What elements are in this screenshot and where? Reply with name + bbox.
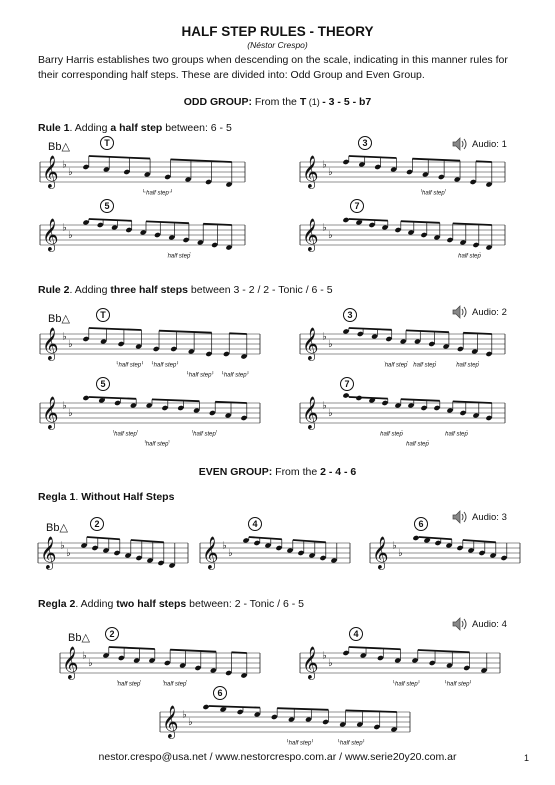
half-step-label: half step xyxy=(146,190,169,197)
half-step-label: half step xyxy=(117,681,141,688)
odd-group-degrees: - 3 - 5 - b7 xyxy=(322,96,372,108)
flat-icon: ♭ xyxy=(60,540,65,552)
beam xyxy=(401,399,440,401)
even-group-heading xyxy=(0,466,555,478)
treble-clef-icon: 𝄞 xyxy=(302,327,319,360)
flat-icon: ♭ xyxy=(62,222,67,234)
half-step-label: half step xyxy=(153,362,177,369)
music-staff xyxy=(60,637,270,697)
regla2-text: . Adding xyxy=(75,598,117,610)
page-number: 1 xyxy=(523,753,529,763)
beam xyxy=(89,219,132,221)
speaker-icon xyxy=(452,617,468,631)
half-step-label: half step xyxy=(223,372,247,379)
intro-paragraph: Barry Harris establishes two groups when descending on the scale, indicating in this manner rules for their corresponding half steps. These are divided into: Odd Group and Even Group. xyxy=(38,54,508,81)
music-staff xyxy=(200,527,360,587)
beam xyxy=(418,650,470,652)
rule1-rest: between: 6 - 5 xyxy=(162,122,232,134)
treble-clef-icon: 𝄞 xyxy=(42,327,59,360)
music-staff xyxy=(300,387,515,447)
beam xyxy=(277,708,328,710)
half-step-label: half step xyxy=(145,441,169,448)
rule2-rest: between 3 - 2 / 2 - Tonic / 6 - 5 xyxy=(188,284,333,296)
flat-icon: ♭ xyxy=(62,159,67,171)
flat-icon: ♭ xyxy=(322,650,327,662)
speaker-icon xyxy=(452,305,468,319)
beam xyxy=(87,537,120,539)
beam xyxy=(89,328,142,330)
flat-icon: ♭ xyxy=(68,167,73,178)
beam xyxy=(349,219,388,221)
rule1-bold: a half step xyxy=(110,122,163,134)
degree-marker: 3 xyxy=(358,136,372,150)
even-group-prefix: EVEN GROUP: xyxy=(198,466,273,478)
flat-icon: ♭ xyxy=(322,400,327,412)
rule2-bold: three half steps xyxy=(110,284,188,296)
beam xyxy=(293,540,326,542)
flat-icon: ♭ xyxy=(68,230,73,241)
regla2-heading xyxy=(38,598,304,610)
music-staff xyxy=(370,527,530,587)
page-title: HALF STEP RULES - THEORY xyxy=(181,24,374,39)
rule2-text: . Adding xyxy=(69,284,111,296)
treble-clef-icon: 𝄞 xyxy=(42,396,59,429)
regla1-heading xyxy=(38,491,174,503)
treble-clef-icon: 𝄞 xyxy=(302,646,319,679)
beam xyxy=(203,224,232,225)
degree-marker: 2 xyxy=(105,627,119,641)
beam xyxy=(231,652,246,653)
treble-clef-icon: 𝄞 xyxy=(302,218,319,251)
beam xyxy=(159,331,212,333)
half-step-label: half step xyxy=(413,362,436,369)
flat-icon: ♭ xyxy=(328,167,333,178)
beam xyxy=(349,328,392,330)
music-staff xyxy=(300,146,515,206)
degree-marker: 6 xyxy=(414,517,428,531)
half-step-label: half step xyxy=(339,740,363,747)
flat-icon: ♭ xyxy=(392,540,397,552)
music-staff xyxy=(38,527,198,587)
beam xyxy=(131,540,164,542)
beam xyxy=(89,156,150,159)
regla1-text: . xyxy=(75,491,82,503)
audio-3-button[interactable] xyxy=(452,510,507,524)
degree-marker: 5 xyxy=(96,377,110,391)
beam xyxy=(249,537,282,539)
half-step-label: half step xyxy=(406,441,429,448)
beam xyxy=(412,159,460,161)
treble-clef-icon: 𝄞 xyxy=(162,705,179,738)
audio-4-button[interactable] xyxy=(452,617,507,631)
rule1-heading xyxy=(38,122,232,134)
degree-marker: 6 xyxy=(213,686,227,700)
flat-icon: ♭ xyxy=(62,400,67,412)
regla1-label: Regla 1 xyxy=(38,491,76,503)
rule2-label: Rule 2 xyxy=(38,284,70,296)
speaker-icon xyxy=(452,510,468,524)
audio-1-label: Audio: 1 xyxy=(472,138,507,150)
half-step-label: half step xyxy=(456,362,479,369)
treble-clef-icon: 𝄞 xyxy=(62,646,79,679)
even-group-degrees: 2 - 4 - 6 xyxy=(320,466,357,478)
degree-marker: 4 xyxy=(248,517,262,531)
beam xyxy=(152,399,199,401)
even-group-text: From the xyxy=(272,466,321,478)
regla2-rest: between: 2 - Tonic / 6 - 5 xyxy=(186,598,304,610)
degree-marker: T xyxy=(96,308,110,322)
odd-group-one: (1) xyxy=(306,97,323,107)
rule2-heading xyxy=(38,284,333,296)
half-step-label: half step xyxy=(380,431,403,438)
treble-clef-icon: 𝄞 xyxy=(42,155,59,188)
half-step-label: half step xyxy=(114,431,137,438)
beam xyxy=(419,537,452,539)
beam xyxy=(89,397,136,399)
regla1-bold: Without Half Steps xyxy=(81,491,175,503)
half-step-label: half step xyxy=(458,253,481,260)
beam xyxy=(146,221,189,223)
degree-marker: 7 xyxy=(350,199,364,213)
flat-icon: ♭ xyxy=(322,331,327,343)
half-step-label: half step xyxy=(395,681,418,688)
degree-marker: 7 xyxy=(340,377,354,391)
treble-clef-icon: 𝄞 xyxy=(40,536,57,569)
flat-icon: ♭ xyxy=(66,548,71,559)
flat-icon: ♭ xyxy=(322,222,327,234)
half-step-label: half step xyxy=(163,681,187,688)
flat-icon: ♭ xyxy=(322,159,327,171)
beam xyxy=(171,159,232,162)
beam xyxy=(406,330,449,332)
rule1-text: . Adding xyxy=(69,122,111,134)
treble-clef-icon: 𝄞 xyxy=(42,218,59,251)
beam xyxy=(349,397,388,399)
music-staff xyxy=(40,209,255,269)
flat-icon: ♭ xyxy=(328,230,333,241)
music-staff xyxy=(40,387,270,447)
beam xyxy=(215,402,247,403)
odd-group-text: From the xyxy=(251,96,300,108)
chord-symbol: Bb△ xyxy=(46,522,68,534)
flat-icon: ♭ xyxy=(62,331,67,343)
flat-icon: ♭ xyxy=(182,709,187,721)
degree-marker: 5 xyxy=(100,199,114,213)
music-staff xyxy=(300,318,515,378)
music-staff xyxy=(300,637,510,697)
degree-marker: T xyxy=(100,136,114,150)
half-step-label: half step xyxy=(118,362,142,369)
beam xyxy=(401,221,440,223)
treble-clef-icon: 𝄞 xyxy=(372,536,389,569)
flat-icon: ♭ xyxy=(328,658,333,669)
audio-2-label: Audio: 2 xyxy=(472,306,507,318)
author: (Néstor Crespo) xyxy=(247,40,308,50)
half-step-label: half step xyxy=(188,372,212,379)
beam xyxy=(476,161,492,162)
rule1-label: Rule 1 xyxy=(38,122,70,134)
half-step-label: half step xyxy=(384,362,408,369)
chord-symbol: Bb△ xyxy=(48,141,70,153)
treble-clef-icon: 𝄞 xyxy=(302,396,319,429)
half-step-label: half step xyxy=(167,253,191,260)
flat-icon: ♭ xyxy=(68,408,73,419)
degree-marker: 2 xyxy=(90,517,104,531)
music-staff xyxy=(300,209,515,269)
flat-icon: ♭ xyxy=(222,540,227,552)
music-staff xyxy=(40,146,255,206)
degree-marker: 3 xyxy=(343,308,357,322)
flat-icon: ♭ xyxy=(398,548,403,559)
flat-icon: ♭ xyxy=(188,717,193,728)
regla2-label: Regla 2 xyxy=(38,598,76,610)
beam xyxy=(229,333,247,334)
half-step-label: half step xyxy=(422,190,445,197)
half-step-label: half step xyxy=(445,431,468,438)
half-step-label: half step xyxy=(446,681,470,688)
treble-clef-icon: 𝄞 xyxy=(302,155,319,188)
chord-symbol: Bb△ xyxy=(48,313,70,325)
regla2-bold: two half steps xyxy=(116,598,187,610)
music-staff xyxy=(40,318,270,378)
flat-icon: ♭ xyxy=(88,658,93,669)
audio-2-button[interactable] xyxy=(452,305,507,319)
music-staff xyxy=(160,696,420,756)
treble-clef-icon: 𝄞 xyxy=(202,536,219,569)
footer-contacts: nestor.crespo@usa.net / www.nestorcrespo.com.ar / www.serie20y20.com.ar xyxy=(98,751,457,763)
flat-icon: ♭ xyxy=(328,408,333,419)
odd-group-t: T xyxy=(299,96,307,108)
beam xyxy=(109,647,155,649)
half-step-label: half step xyxy=(193,431,216,438)
beam xyxy=(463,540,496,542)
audio-3-label: Audio: 3 xyxy=(472,511,507,523)
beam xyxy=(209,706,260,708)
beam xyxy=(349,647,401,649)
half-step-label: half step xyxy=(288,740,312,747)
chord-symbol: Bb△ xyxy=(68,632,90,644)
beam xyxy=(349,156,397,158)
beam xyxy=(463,333,492,334)
odd-group-heading xyxy=(0,96,555,108)
degree-marker: 4 xyxy=(349,627,363,641)
flat-icon: ♭ xyxy=(228,548,233,559)
flat-icon: ♭ xyxy=(68,339,73,350)
flat-icon: ♭ xyxy=(328,339,333,350)
flat-icon: ♭ xyxy=(82,650,87,662)
audio-4-label: Audio: 4 xyxy=(472,618,507,630)
beam xyxy=(170,650,216,652)
odd-group-prefix: ODD GROUP: xyxy=(183,96,252,108)
